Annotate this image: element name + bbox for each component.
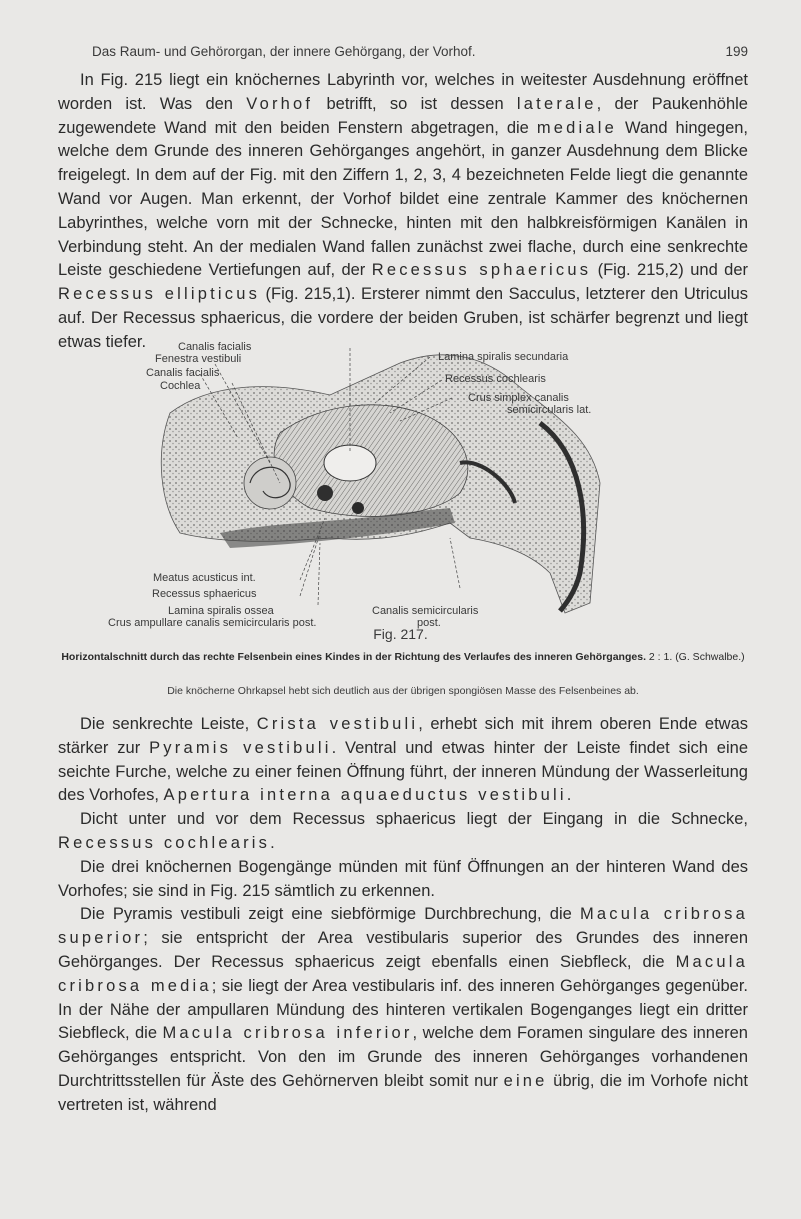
label-canalis-semicircularis-2: post.	[417, 617, 441, 629]
text-run: (Fig. 215,1). Ersterer nimmt den Sacculus, letzterer den Utriculus auf. Der Recessus sphaericus, die vordere der beiden Gruben, ist schärfer begrenzt und liegt etwas tiefer.	[58, 285, 748, 351]
paragraph	[58, 856, 748, 904]
paragraph	[58, 69, 748, 355]
spaced-term: mediale	[536, 118, 618, 137]
paragraph	[58, 808, 748, 856]
label-meatus: Meatus acusticus int.	[153, 572, 256, 584]
spaced-term: Crista vestibuli	[256, 715, 419, 733]
label-cochlea: Cochlea	[160, 380, 201, 392]
paragraph	[58, 713, 748, 808]
spaced-term: Macula cribrosa inferior	[162, 1024, 413, 1043]
spaced-term: Apertura interna aquaeductus vestibuli	[163, 786, 567, 805]
label-canalis-semicircularis-1: Canalis semicircularis	[372, 605, 479, 617]
text-run: betrifft, so ist dessen	[313, 94, 517, 113]
label-crus-ampullare: Crus ampullare canalis semicircularis post.	[108, 617, 317, 629]
text-run: .	[270, 833, 275, 852]
figure-caption	[60, 650, 746, 664]
text-run: übrig, die im Vorhofe nicht vertreten ist, während	[58, 1071, 748, 1114]
label-crus-simplex-2: semicircularis lat.	[507, 404, 592, 416]
text-run: .	[566, 786, 572, 805]
label-canalis-facialis-top: Canalis facialis	[178, 341, 252, 353]
spaced-term: Macula cribrosa superior	[58, 905, 748, 948]
label-canalis-facialis: Canalis facialis	[146, 367, 220, 379]
label-recessus-sphaericus: Recessus sphaericus	[152, 588, 257, 600]
label-crus-simplex-1: Crus simplex canalis	[468, 392, 569, 404]
spaced-term: Recessus cochlearis	[58, 833, 271, 852]
text-run: , der Paukenhöhle zugewendete Wand mit den beiden Fenstern abgetragen, die	[58, 94, 748, 137]
label-recessus-cochlearis: Recessus cochlearis	[445, 373, 546, 385]
page-number: 199	[725, 44, 748, 59]
spaced-term: Pyramis vestibuli	[149, 738, 332, 757]
running-header	[58, 44, 748, 64]
text-run: , welche dem Foramen singulare des inneren Gehörganges entspricht. Von den im Grunde des inneren Gehörganges vorhandenen Durchtrittsstellen für Äste des Gehörnerven bleibt somit nur	[58, 1024, 748, 1090]
text-run: Wand hingegen, welche dem Grunde des inneren Gehörganges angehört, in ganzer Ausdehnung dem Blicke freigelegt. In dem auf der Fig. mit den Ziffern 1, 2, 3, 4 bezeichneten Felde liegt die genannte Wand vor Augen. Man erkennt, der Vorhof bildet eine zentrale Kammer des knöchernen Labyrinthes, welche vorn mit der Schnecke, hinten mit den halbkreisförmigen Kanälen in Verbindung steht. An der medialen Wand fallen zunächst zwei flache, durch eine senkrechte Leiste geschiedene Vertiefungen auf, der	[58, 118, 749, 280]
spaced-term: eine	[503, 1071, 548, 1090]
label-lamina-spiralis-secundaria: Lamina spiralis secundaria	[438, 351, 569, 363]
text-run: . Ventral und etwas hinter der Leiste findet sich eine seichte Furche, welche zu einer feinen Öffnung führt, der inneren Mündung der Wasserleitung des Vorhofes,	[58, 738, 748, 805]
intro-paragraph	[58, 69, 748, 355]
spaced-term: laterale	[516, 94, 597, 113]
caption-credit: (G. Schwalbe.)	[675, 651, 745, 663]
figure-number: Fig. 217.	[373, 626, 428, 642]
caption-scale: 2 : 1.	[648, 651, 673, 663]
text-run: ; sie liegt der Area vestibularis inf. des inneren Gehörganges gegenüber. In der Nähe der ampullaren Mündung des hinteren vertikalen Bogenganges liegt ein dritter Siebfleck, die	[58, 976, 748, 1043]
text-run: ; sie entspricht der Area vestibularis superior des Grundes des inneren Gehörganges. Der Recessus sphaericus zeigt ebenfalls einen Siebfleck, die	[58, 929, 748, 971]
text-run: (Fig. 215,2) und der	[591, 261, 749, 280]
spaced-term: Vorhof	[246, 94, 314, 113]
spaced-term: Recessus ellipticus	[58, 285, 261, 304]
figure-217	[108, 341, 680, 629]
text-run: Die senkrechte Leiste,	[80, 715, 257, 733]
text-run: Die Pyramis vestibuli zeigt eine siebförmige Durchbrechung, die	[80, 905, 580, 924]
running-title: Das Raum- und Gehörorgan, der innere Gehörgang, der Vorhof.	[92, 44, 476, 59]
label-lamina-spiralis-ossea: Lamina spiralis ossea	[168, 605, 274, 617]
spaced-term: Macula cribrosa media	[58, 952, 748, 995]
figure-subcaption: Die knöcherne Ohrkapsel hebt sich deutlich aus der übrigen spongiösen Masse des Felsenbeines ab.	[167, 685, 639, 697]
caption-text: Horizontalschnitt durch das rechte Felsenbein eines Kindes in der Richtung des Verlaufes des inneren Gehörganges.	[61, 651, 646, 663]
spaced-term: Recessus sphaericus	[371, 261, 592, 280]
text-run: In Fig. 215 liegt ein knöchernes Labyrinth vor, welches in weitester Ausdehnung eröffnet worden ist. Was den	[58, 71, 748, 113]
body-text	[58, 713, 748, 1118]
label-fenestra-vestibuli: Fenestra vestibuli	[155, 353, 242, 365]
text-run: , erhebt sich mit ihrem oberen Ende etwas stärker zur	[58, 715, 748, 757]
paragraph	[58, 903, 748, 1117]
text-run: Die drei knöchernen Bogengänge münden mit fünf Öffnungen an der hinteren Wand des Vorhofes; sie sind in Fig. 215 sämtlich zu erkennen.	[58, 857, 748, 900]
text-run: Dicht unter und vor dem Recessus sphaericus liegt der Eingang in die Schnecke,	[80, 810, 748, 829]
